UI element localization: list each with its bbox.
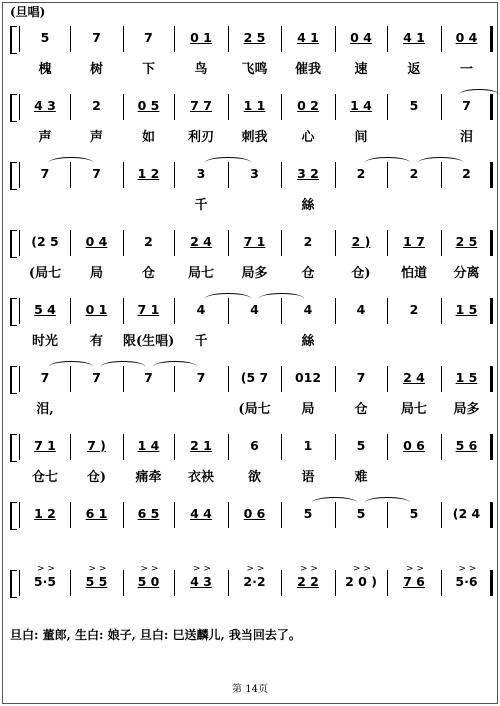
lyric (335, 194, 387, 212)
note-group: 1 5 (455, 370, 478, 385)
measure (335, 556, 387, 626)
lyric: 絲 (301, 198, 315, 213)
lyric (174, 398, 228, 416)
note-group: 0 1 (190, 30, 212, 45)
lyric: 间 (354, 130, 368, 145)
lyric (387, 330, 441, 348)
measure (70, 488, 123, 558)
lyric: 一 (459, 62, 473, 77)
note-group: 2 (356, 166, 366, 181)
note-group: (2 5 (31, 234, 59, 249)
note-group: 6 (250, 438, 259, 453)
note-group: 3 2 (297, 166, 319, 181)
lyric: 局七 (187, 266, 214, 281)
lyric: 利刃 (187, 130, 214, 145)
measure (228, 80, 281, 150)
measure (174, 488, 228, 558)
measure (123, 284, 174, 354)
measure (281, 12, 335, 82)
lyric (387, 194, 441, 212)
note-group: 2 (144, 234, 153, 249)
lyric (387, 126, 441, 144)
measure (387, 420, 441, 490)
tie-slur (153, 361, 198, 372)
measure (228, 12, 281, 82)
system-bracket (10, 26, 17, 54)
note-group: 5 (303, 506, 313, 521)
note-group: 012 (294, 370, 322, 385)
note-group: 4 3 (190, 574, 212, 589)
note-group: 7 (196, 370, 206, 385)
note-group: 5 (356, 438, 366, 453)
note-group: 1 7 (403, 234, 425, 249)
measure (335, 284, 387, 354)
note-group: 0 6 (243, 506, 266, 521)
lyric: 局 (301, 402, 315, 417)
lyric: 催我 (294, 62, 321, 77)
lyric: 难 (354, 470, 368, 485)
tie-slur (49, 361, 93, 372)
note-group: 5 4 (34, 302, 56, 317)
measure (70, 216, 123, 286)
measure (387, 556, 441, 626)
system-bracket (10, 502, 17, 530)
note-group: 2 0 ) (345, 574, 377, 589)
score-system (0, 12, 500, 82)
accent-mark: > > (37, 564, 55, 574)
lyric: 泪, (36, 402, 54, 417)
measure (70, 80, 123, 150)
lyric (20, 534, 70, 552)
measure (441, 216, 492, 286)
lyric (335, 330, 387, 348)
measure (281, 556, 335, 626)
accent-mark: > > (458, 564, 477, 574)
measure (20, 488, 70, 558)
accent-mark: > > (246, 564, 265, 574)
lyric (20, 602, 70, 620)
note-group: 5 0 (137, 574, 160, 589)
lyric (70, 602, 123, 620)
note-group: 2 (462, 166, 471, 181)
lyric: 树 (89, 62, 103, 77)
note-group: 1 5 (455, 302, 478, 317)
note-group: 0 4 (85, 234, 108, 249)
lyric (441, 534, 492, 552)
note-group: 7 (356, 370, 366, 385)
accent-mark: > > (353, 564, 371, 574)
accent-mark: > > (88, 564, 107, 574)
tie-slur (418, 157, 463, 168)
accent-mark: > > (406, 564, 424, 574)
system-bracket (10, 162, 17, 190)
barline (490, 230, 493, 256)
lyric (281, 534, 335, 552)
measure (70, 284, 123, 354)
lyric: 声 (89, 130, 103, 145)
measure (174, 556, 228, 626)
note-group: 7 1 (137, 302, 160, 317)
measure (335, 420, 387, 490)
measure (228, 352, 281, 422)
note-group: 7 (144, 370, 153, 385)
note-group: 7 ) (87, 438, 106, 453)
measure (441, 284, 492, 354)
lyric (174, 602, 228, 620)
lyric (123, 602, 174, 620)
lyric: 局七 (400, 402, 427, 417)
measure (335, 216, 387, 286)
tie-slur (365, 497, 410, 508)
note-group: 0 6 (403, 438, 425, 453)
note-group: 0 4 (350, 30, 372, 45)
note-group: 1 1 (243, 98, 266, 113)
lyric: 千 (194, 198, 208, 213)
measure (70, 420, 123, 490)
lyric: 局 (89, 266, 103, 281)
note-group: 7 1 (34, 438, 56, 453)
measure (174, 80, 228, 150)
lyric (228, 534, 281, 552)
note-group: 7 (144, 30, 153, 45)
note-group: 7 (92, 370, 101, 385)
lyric: 仓) (351, 266, 371, 281)
system-bracket (10, 230, 17, 258)
measure (20, 80, 70, 150)
lyric: 槐 (38, 62, 52, 77)
measure (20, 216, 70, 286)
tie-slur (259, 293, 305, 304)
dialogue-text: 旦白: 董郎, 生白: 娘子, 旦白: 巳送麟儿, 我当回去了。 (10, 628, 301, 642)
note-group: 5 (409, 98, 419, 113)
note-group: 1 4 (137, 438, 160, 453)
note-group: 2 ) (351, 234, 371, 249)
note-group: 4 (196, 302, 206, 317)
lyric: 千 (194, 334, 208, 349)
lyric: 语 (301, 470, 315, 485)
note-group: 4 1 (297, 30, 319, 45)
measure (123, 556, 174, 626)
lyric (228, 330, 281, 348)
note-group: 1 4 (350, 98, 372, 113)
measure (387, 80, 441, 150)
measure (281, 216, 335, 286)
note-group: 0 2 (297, 98, 319, 113)
lyric (441, 194, 492, 212)
score-system (0, 352, 500, 422)
barline (490, 366, 493, 392)
barline (490, 502, 493, 528)
score-system (0, 420, 500, 490)
system-bracket (10, 298, 17, 326)
note-group: 3 (250, 166, 259, 181)
note-group: 0 1 (85, 302, 108, 317)
score-system (0, 148, 500, 218)
lyric (20, 194, 70, 212)
lyric: 仓 (354, 402, 368, 417)
measure (228, 216, 281, 286)
lyric (70, 194, 123, 212)
measure (387, 284, 441, 354)
note-group: 2 (409, 302, 419, 317)
note-group: 2 4 (190, 234, 212, 249)
measure (441, 352, 492, 422)
measure (281, 420, 335, 490)
lyric (335, 602, 387, 620)
note-group: 2 4 (403, 370, 425, 385)
lyric: 怕道 (400, 266, 427, 281)
measure (123, 216, 174, 286)
note-group: 5·6 (455, 574, 478, 589)
barline (490, 26, 493, 52)
lyric (123, 194, 174, 212)
lyric: 欲 (247, 470, 261, 485)
tie-slur (49, 157, 93, 168)
tie-slur (205, 293, 251, 304)
note-group: 1 2 (137, 166, 160, 181)
note-group: 7 1 (243, 234, 266, 249)
note-group: 1 (303, 438, 313, 453)
measure (20, 556, 70, 626)
measure (441, 556, 492, 626)
measure (123, 148, 174, 218)
measure (20, 420, 70, 490)
system-bracket (10, 434, 17, 462)
lyric: 絲 (301, 334, 315, 349)
system-bracket (10, 366, 17, 394)
tie-slur (205, 157, 251, 168)
note-group: 7 (92, 166, 101, 181)
lyric: 分离 (453, 266, 480, 281)
note-group: 5 6 (455, 438, 478, 453)
lyric: 仓 (141, 266, 155, 281)
system-bracket (10, 570, 17, 598)
note-group: 2 2 (297, 574, 319, 589)
measure (123, 12, 174, 82)
note-group: 7 (40, 370, 50, 385)
lyric: 泪 (459, 130, 473, 145)
measure (228, 488, 281, 558)
measure (20, 12, 70, 82)
measure (70, 12, 123, 82)
score-system (0, 284, 500, 354)
measure (20, 284, 70, 354)
lyric: 限(生唱) (123, 334, 175, 349)
note-group: 7 (92, 30, 101, 45)
measure (123, 80, 174, 150)
lyric: 如 (141, 130, 155, 145)
lyric: 局多 (453, 402, 480, 417)
accent-mark: > > (193, 564, 211, 574)
role-label: (旦唱) (10, 5, 46, 19)
lyric: 刺我 (241, 130, 268, 145)
note-group: 2 (92, 98, 101, 113)
accent-mark: > > (140, 564, 159, 574)
barline (490, 434, 493, 460)
lyric (441, 466, 492, 484)
note-group: 4 (250, 302, 259, 317)
measure (335, 80, 387, 150)
barline (490, 162, 493, 188)
lyric (441, 602, 492, 620)
measure (228, 420, 281, 490)
tie-slur (459, 89, 499, 100)
note-group: 0 4 (455, 30, 478, 45)
measure (441, 420, 492, 490)
measure (281, 352, 335, 422)
lyric: 局多 (241, 266, 268, 281)
lyric (228, 602, 281, 620)
accent-mark: > > (300, 564, 318, 574)
score-system (0, 216, 500, 286)
lyric (281, 602, 335, 620)
measure (387, 216, 441, 286)
lyric (228, 194, 281, 212)
page-number: 第 14页 (232, 684, 268, 695)
note-group: 6 1 (85, 506, 108, 521)
lyric (70, 534, 123, 552)
note-group: 5 (356, 506, 366, 521)
score-system (0, 556, 500, 626)
measure (335, 12, 387, 82)
measure (281, 80, 335, 150)
measure (387, 352, 441, 422)
lyric (335, 534, 387, 552)
measure (174, 12, 228, 82)
lyric: 声 (38, 130, 52, 145)
note-group: 2 (409, 166, 419, 181)
lyric: 心 (301, 130, 315, 145)
note-group: 5 (409, 506, 419, 521)
note-group: 2 5 (243, 30, 266, 45)
note-group: 7 (40, 166, 50, 181)
tie-slur (312, 497, 357, 508)
lyric: 返 (407, 62, 421, 77)
note-group: 2·2 (243, 574, 266, 589)
lyric (123, 398, 174, 416)
note-group: 2 (303, 234, 313, 249)
measure (441, 488, 492, 558)
measure (174, 420, 228, 490)
note-group: 7 7 (190, 98, 212, 113)
note-group: 4 3 (34, 98, 56, 113)
lyric (387, 466, 441, 484)
lyric: 时光 (31, 334, 58, 349)
note-group: 5·5 (33, 574, 57, 589)
note-group: 3 (196, 166, 206, 181)
lyric (387, 602, 441, 620)
note-group: 4 1 (403, 30, 425, 45)
note-group: 0 5 (137, 98, 160, 113)
lyric: 有 (89, 334, 103, 349)
measure (387, 12, 441, 82)
lyric: 衣袂 (187, 470, 214, 485)
note-group: 5 (40, 30, 50, 45)
lyric (174, 534, 228, 552)
system-bracket (10, 94, 17, 122)
tie-slur (365, 157, 410, 168)
note-group: 5 5 (85, 574, 108, 589)
lyric: 仓 (301, 266, 315, 281)
lyric: 仓) (86, 470, 107, 485)
note-group: 7 6 (403, 574, 425, 589)
measure (70, 556, 123, 626)
note-group: 4 (303, 302, 313, 317)
lyric: (局七 (28, 266, 62, 281)
score-system (0, 80, 500, 150)
measure (441, 12, 492, 82)
note-group: 4 (356, 302, 366, 317)
note-group: 6 5 (137, 506, 160, 521)
measure (335, 352, 387, 422)
note-group: 4 4 (190, 506, 212, 521)
note-group: (2 4 (452, 506, 481, 521)
lyric (70, 398, 123, 416)
barline (490, 298, 493, 324)
lyric: (局七 (238, 402, 271, 417)
lyric: 鸟 (194, 62, 208, 77)
lyric: 下 (141, 62, 155, 77)
lyric: 痛牵 (135, 470, 162, 485)
score-system (0, 488, 500, 558)
lyric (123, 534, 174, 552)
measure (228, 556, 281, 626)
measure (281, 148, 335, 218)
lyric (387, 534, 441, 552)
lyric: 速 (354, 62, 368, 77)
note-group: 7 (462, 98, 471, 113)
lyric (441, 330, 492, 348)
note-group: (5 7 (240, 370, 269, 385)
note-group: 1 2 (34, 506, 56, 521)
barline (490, 570, 493, 596)
lyric: 飞鸣 (241, 62, 268, 77)
note-group: 2 1 (190, 438, 212, 453)
note-group: 2 5 (455, 234, 478, 249)
measure (123, 420, 174, 490)
measure (174, 216, 228, 286)
measure (123, 488, 174, 558)
tie-slur (101, 361, 145, 372)
lyric: 仓七 (31, 470, 58, 485)
